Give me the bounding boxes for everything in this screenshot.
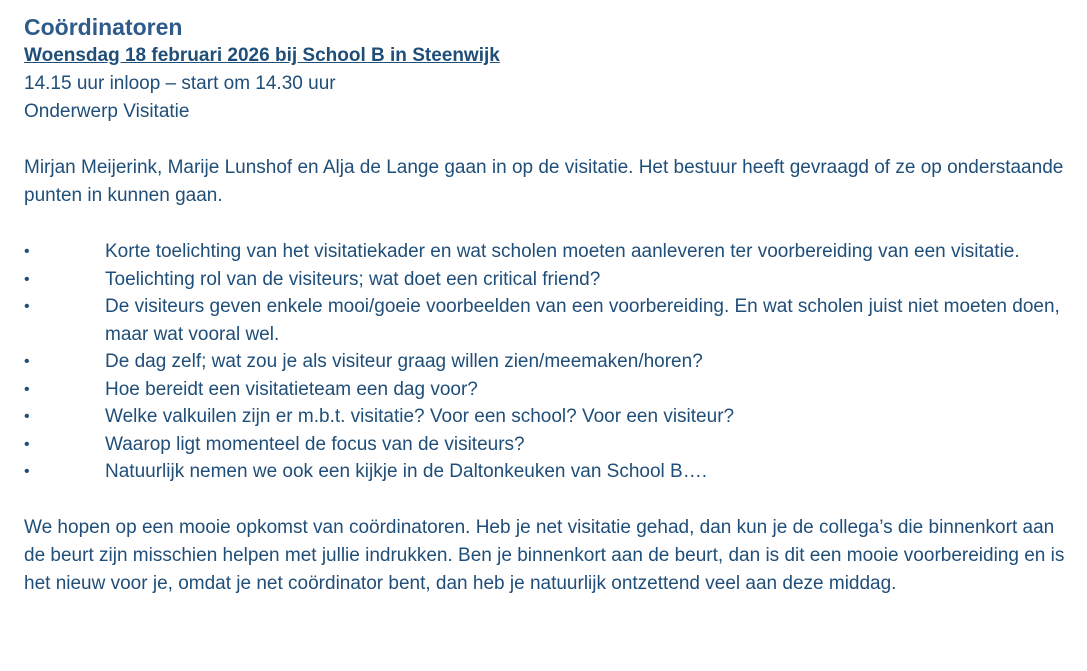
spacer bbox=[24, 210, 1074, 238]
bullet-list bbox=[24, 238, 1074, 486]
list-item-text: Welke valkuilen zijn er m.b.t. visitatie? Voor een school? Voor een visiteur? bbox=[105, 406, 735, 427]
list-item-text: Toelichting rol van de visiteurs; wat doet een critical friend? bbox=[105, 268, 601, 290]
bullet-icon: • bbox=[24, 243, 30, 260]
bullet-icon: • bbox=[24, 270, 30, 288]
list-item-text: Hoe bereidt een visitatieteam een dag voor? bbox=[105, 378, 478, 400]
bullet-icon: • bbox=[24, 463, 30, 480]
list-item bbox=[24, 348, 1074, 376]
event-time: 14.15 uur inloop – start om 14.30 uur bbox=[24, 73, 336, 94]
list-item bbox=[24, 431, 1074, 459]
list-item bbox=[24, 403, 1074, 431]
list-item-text: Korte toelichting van het visitatiekader en wat scholen moeten aanleveren ter voorbereiding van een visitatie. bbox=[105, 241, 1020, 262]
list-item-text: Waarop ligt momenteel de focus van de visiteurs? bbox=[105, 433, 525, 455]
list-item bbox=[24, 293, 1074, 348]
document-title: Coördinatoren bbox=[24, 14, 183, 40]
intro-paragraph: Mirjan Meijerink, Marije Lunshof en Alja de Lange gaan in op de visitatie. Het bestuur heeft gevraagd of ze op onderstaande punten in kunnen gaan. bbox=[24, 157, 1064, 206]
bullet-icon: • bbox=[24, 298, 30, 315]
list-item bbox=[24, 376, 1074, 404]
list-item-text: De dag zelf; wat zou je als visiteur graag willen zien/meemaken/horen? bbox=[105, 351, 703, 372]
closing-paragraph: We hopen op een mooie opkomst van coördinatoren. Heb je net visitatie gehad, dan kun je de collega’s die binnenkort aan de beurt zijn misschien helpen met jullie indrukken. Ben je binnenkort aan de beurt, dan is dit een mooie voorbereiding en is het nieuw voor je, omdat je net coördinator bent, dan heb je natuurlijk ontzettend veel aan deze middag. bbox=[24, 516, 1065, 594]
event-topic: Onderwerp Visitatie bbox=[24, 101, 190, 122]
list-item bbox=[24, 266, 1074, 294]
list-item-text: Natuurlijk nemen we ook een kijkje in de Daltonkeuken van School B…. bbox=[105, 461, 707, 482]
bullet-icon: • bbox=[24, 408, 30, 425]
list-item bbox=[24, 458, 1074, 486]
bullet-icon: • bbox=[24, 353, 30, 370]
list-item bbox=[24, 238, 1074, 266]
document-body bbox=[24, 12, 1074, 598]
list-item-text: De visiteurs geven enkele mooi/goeie voorbeelden van een voorbereiding. En wat scholen juist niet moeten doen, maar wat vooral wel. bbox=[105, 296, 1060, 345]
spacer bbox=[24, 126, 1074, 154]
bullet-icon: • bbox=[24, 380, 30, 398]
spacer bbox=[24, 486, 1074, 514]
event-date-location: Woensdag 18 februari 2026 bij School B in Steenwijk bbox=[24, 45, 500, 66]
bullet-icon: • bbox=[24, 435, 30, 453]
